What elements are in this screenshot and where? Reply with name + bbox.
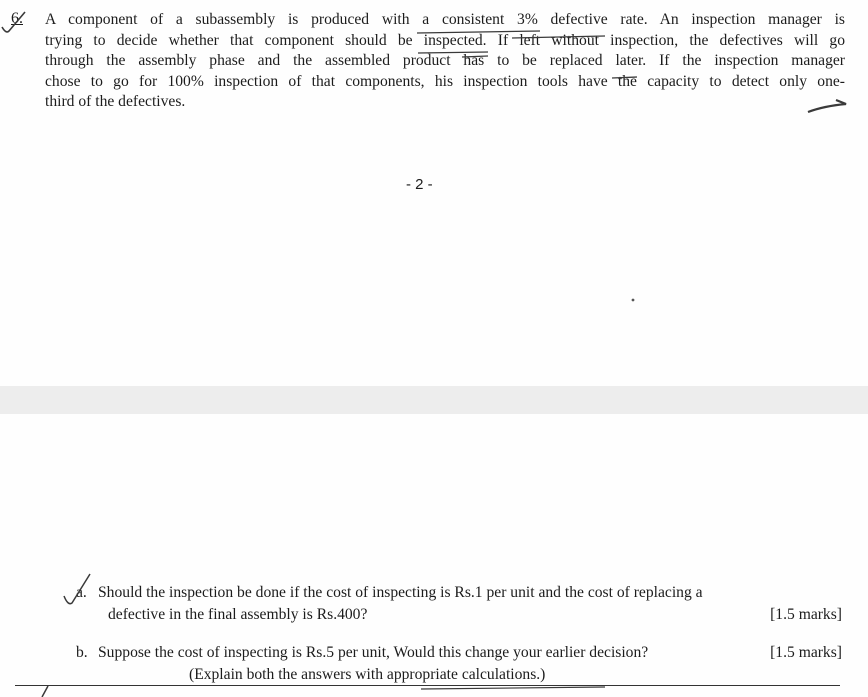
overline-has	[462, 56, 488, 57]
underline-appropriate	[421, 687, 605, 689]
page-gap	[0, 386, 868, 414]
part-a-line-1: Should the inspection be done if the cost of inspecting is Rs.1 per unit and the cost of replacing a	[98, 584, 703, 601]
tick-mark-bottom-icon	[42, 686, 48, 697]
page-bottom	[0, 414, 868, 697]
overline-the	[612, 77, 637, 78]
question-line-4: chose to go for 100% inspection of that components, his inspection tools have the capacity to detect only one-	[45, 72, 845, 90]
tick-mark-a-icon	[64, 574, 90, 604]
overline-left-without	[512, 36, 605, 38]
tick-mark-icon	[2, 12, 25, 32]
pen-annotations-bottom	[0, 414, 868, 697]
part-b-line-1: Suppose the cost of inspecting is Rs.5 per unit, Would this change your earlier decision?	[98, 644, 649, 661]
part-a-line-2: defective in the final assembly is Rs.400?	[108, 606, 368, 623]
part-b-label: b.	[76, 644, 88, 661]
part-b-line-2: (Explain both the answers with appropriate calculations.)	[189, 666, 546, 683]
question-number: 6.	[11, 10, 23, 27]
ink-dot	[632, 299, 635, 302]
part-a-label: a.	[76, 584, 87, 601]
question-line-5: third of the defectives.	[45, 93, 186, 110]
part-b-marks: [1.5 marks]	[770, 644, 842, 661]
page-number: - 2 -	[406, 176, 433, 193]
pen-stroke-margin-right	[808, 100, 846, 112]
part-a-marks: [1.5 marks]	[770, 606, 842, 623]
underline-consistent-3pct	[417, 31, 540, 33]
question-line-3: through the assembly phase and the assembled product has to be replaced later. If the inspection manager	[45, 52, 845, 69]
question-line-1: A component of a subassembly is produced with a consistent 3% defective rate. An inspection manager is	[45, 11, 845, 28]
question-line-2: trying to decide whether that component should be inspected. If left without inspection, the defectives will go	[45, 31, 845, 49]
underline-inspected	[418, 52, 488, 53]
